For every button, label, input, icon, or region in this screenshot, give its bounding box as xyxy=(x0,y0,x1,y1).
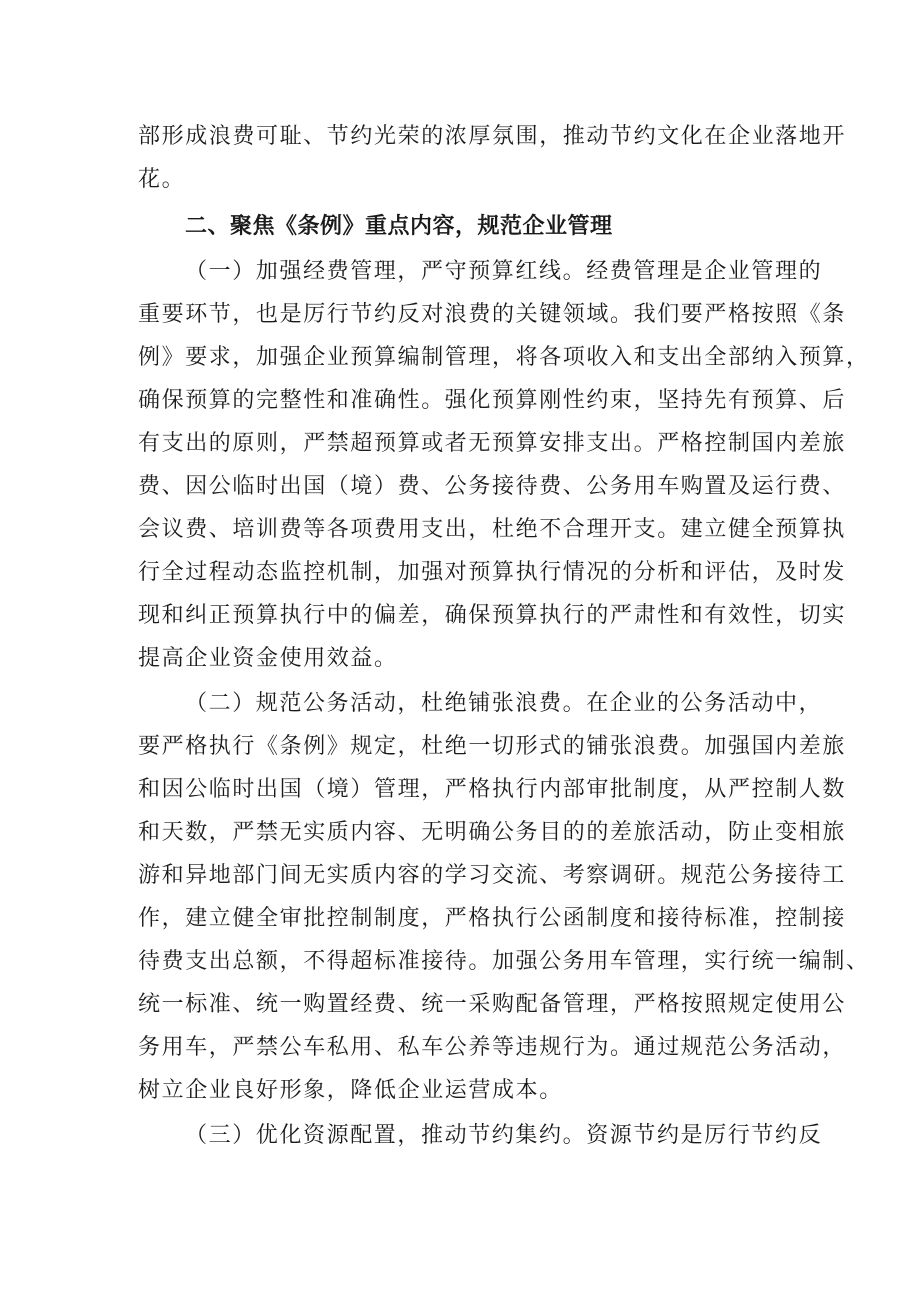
paragraph-line: 例》要求，加强企业预算编制管理，将各项收入和支出全部纳入预算， xyxy=(138,345,870,370)
paragraph-line: 和天数，严禁无实质内容、无明确公务目的的差旅活动，防止变相旅 xyxy=(138,820,847,845)
paragraph-line: （二）规范公务活动，杜绝铺张浪费。在企业的公务活动中， xyxy=(185,691,823,716)
paragraph-line: 要严格执行《条例》规定，杜绝一切形式的铺张浪费。加强国内差旅 xyxy=(138,734,847,759)
paragraph-line: 重要环节，也是厉行节约反对浪费的关键领域。我们要严格按照《条 xyxy=(138,302,847,327)
paragraph-line: 会议费、培训费等各项费用支出，杜绝不合理开支。建立健全预算执 xyxy=(138,517,847,542)
paragraph-line: 费、因公临时出国（境）费、公务接待费、公务用车购置及运行费、 xyxy=(138,474,847,499)
paragraph-line: 务用车，严禁公车私用、私车公养等违规行为。通过规范公务活动， xyxy=(138,1035,847,1060)
paragraph-line: 提高企业资金使用效益。 xyxy=(138,646,398,671)
paragraph-line: 游和异地部门间无实质内容的学习交流、考察调研。规范公务接待工 xyxy=(138,863,847,888)
paragraph-line: 作，建立健全审批控制制度，严格执行公函制度和接待标准，控制接 xyxy=(138,906,847,931)
paragraph-line: （三）优化资源配置，推动节约集约。资源节约是厉行节约反 xyxy=(185,1123,823,1148)
paragraph-line: 花。 xyxy=(138,167,186,192)
paragraph-line: 行全过程动态监控机制，加强对预算执行情况的分析和评估，及时发 xyxy=(138,560,847,585)
section-heading: 二、聚焦《条例》重点内容，规范企业管理 xyxy=(185,214,613,239)
paragraph-line: 现和纠正预算执行中的偏差，确保预算执行的严肃性和有效性，切实 xyxy=(138,603,847,628)
paragraph-line: 有支出的原则，严禁超预算或者无预算安排支出。严格控制国内差旅 xyxy=(138,431,847,456)
paragraph-line: 和因公临时出国（境）管理，严格执行内部审批制度，从严控制人数 xyxy=(138,777,847,802)
paragraph-line: 树立企业良好形象，降低企业运营成本。 xyxy=(138,1078,563,1103)
paragraph-line: 确保预算的完整性和准确性。强化预算刚性约束，坚持先有预算、后 xyxy=(138,388,847,413)
paragraph-line: 待费支出总额，不得超标准接待。加强公务用车管理，实行统一编制、 xyxy=(138,949,870,974)
paragraph-line: 统一标准、统一购置经费、统一采购配备管理，严格按照规定使用公 xyxy=(138,992,847,1017)
paragraph-line: （一）加强经费管理，严守预算红线。经费管理是企业管理的 xyxy=(185,259,823,284)
paragraph-line: 部形成浪费可耻、节约光荣的浓厚氛围，推动节约文化在企业落地开 xyxy=(138,124,847,149)
